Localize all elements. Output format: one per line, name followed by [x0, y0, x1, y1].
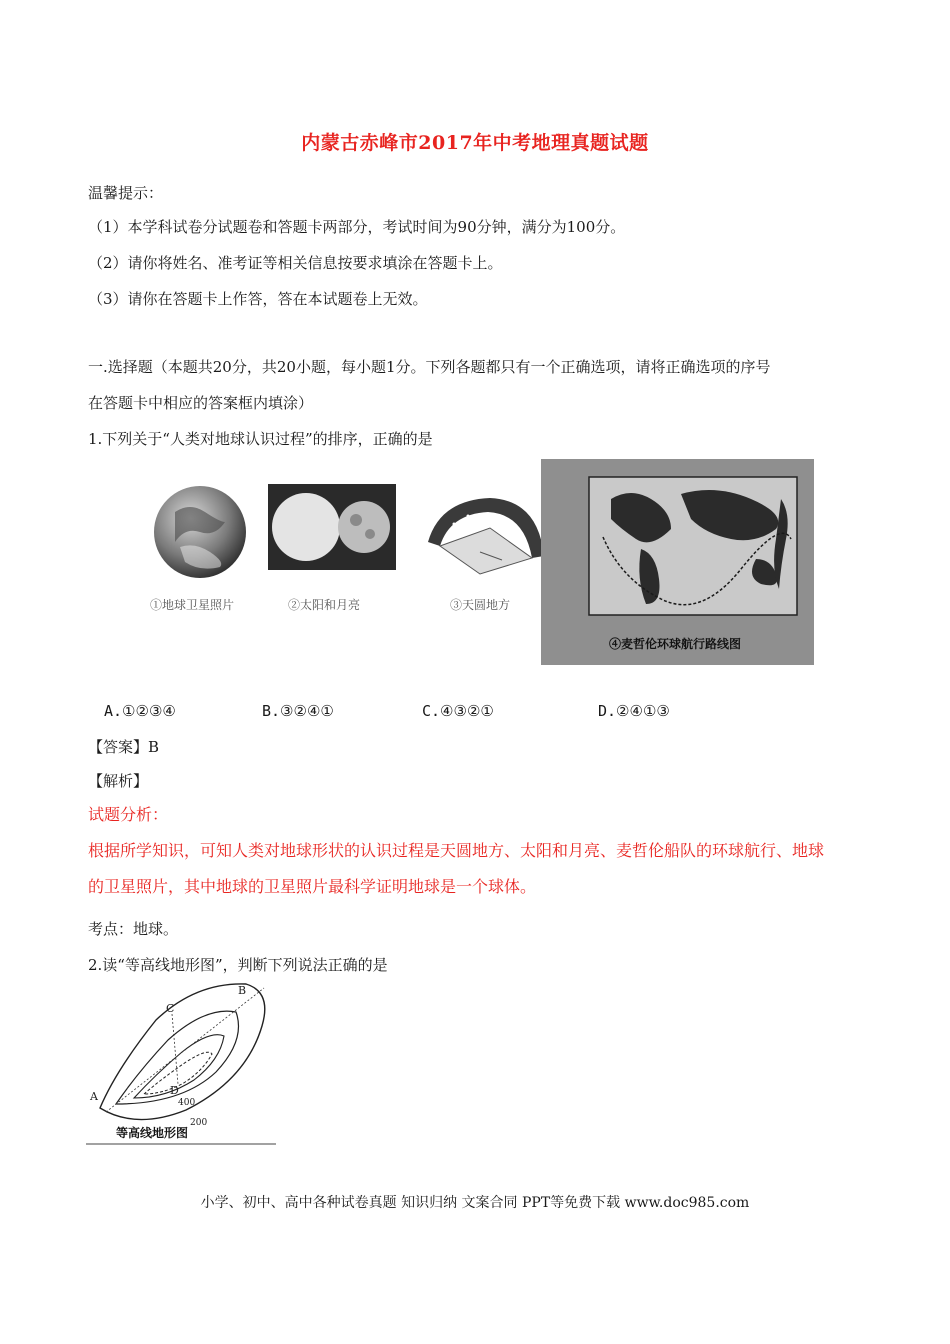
analysis-label: 【解析】	[88, 772, 149, 790]
option-c: C.④③②①	[422, 702, 494, 720]
question-2-stem: 2.读“等高线地形图”，判断下列说法正确的是	[88, 956, 388, 974]
map-label: D	[170, 1084, 179, 1097]
notice-heading: 温馨提示：	[88, 184, 164, 202]
section-heading: 一.选择题（本题共20分，共20小题，每小题1分。下列各题都只有一个正确选项，请将正确选项的序号	[88, 358, 771, 376]
notice-item: （2）请你将姓名、准考证等相关信息按要求填涂在答题卡上。	[88, 254, 503, 272]
map-label: B	[238, 984, 247, 997]
notice-item: （1）本学科试卷分试题卷和答题卡两部分，考试时间为90分钟，满分为100分。	[88, 218, 626, 236]
magellan-map-figure	[541, 459, 814, 665]
analysis-title: 试题分析：	[88, 805, 169, 824]
option-d: D.②④①③	[598, 702, 670, 720]
contour-value: 200	[190, 1118, 208, 1128]
option-a: A.①②③④	[104, 702, 176, 720]
map-label: A	[90, 1090, 98, 1103]
sky-dome-figure	[420, 494, 548, 576]
analysis-text: 根据所学知识，可知人类对地球形状的认识过程是天圆地方、太阳和月亮、麦哲伦船队的环球航行、地球	[88, 841, 825, 860]
footer: 小学、初中、高中各种试卷真题 知识归纳 文案合同 PPT等免费下载 www.doc985.com	[200, 1195, 750, 1211]
question-1-stem: 1.下列关于“人类对地球认识过程”的排序，正确的是	[88, 430, 433, 448]
contour-value: 400	[178, 1098, 196, 1108]
figure-caption: ①地球卫星照片	[150, 598, 235, 612]
figure-caption: ②太阳和月亮	[288, 598, 361, 612]
answer: 【答案】B	[88, 738, 160, 756]
kaodian: 考点：地球。	[88, 920, 179, 938]
figure-caption: ④麦哲伦环球航行路线图	[609, 637, 742, 651]
notice-item: （3）请你在答题卡上作答，答在本试题卷上无效。	[88, 290, 428, 308]
section-heading-cont: 在答题卡中相应的答案框内填涂）	[88, 394, 314, 412]
map-label: C	[166, 1002, 175, 1015]
document-title: 内蒙古赤峰市2017年中考地理真题试题	[301, 132, 649, 154]
map-caption: 等高线地形图	[116, 1126, 189, 1140]
contour-map-figure	[86, 980, 276, 1146]
earth-photo-figure	[150, 482, 250, 582]
figure-caption: ③天圆地方	[450, 598, 511, 612]
analysis-text: 的卫星照片，其中地球的卫星照片最科学证明地球是一个球体。	[88, 877, 537, 896]
option-b: B.③②④①	[262, 702, 334, 720]
sun-moon-figure	[268, 484, 396, 570]
